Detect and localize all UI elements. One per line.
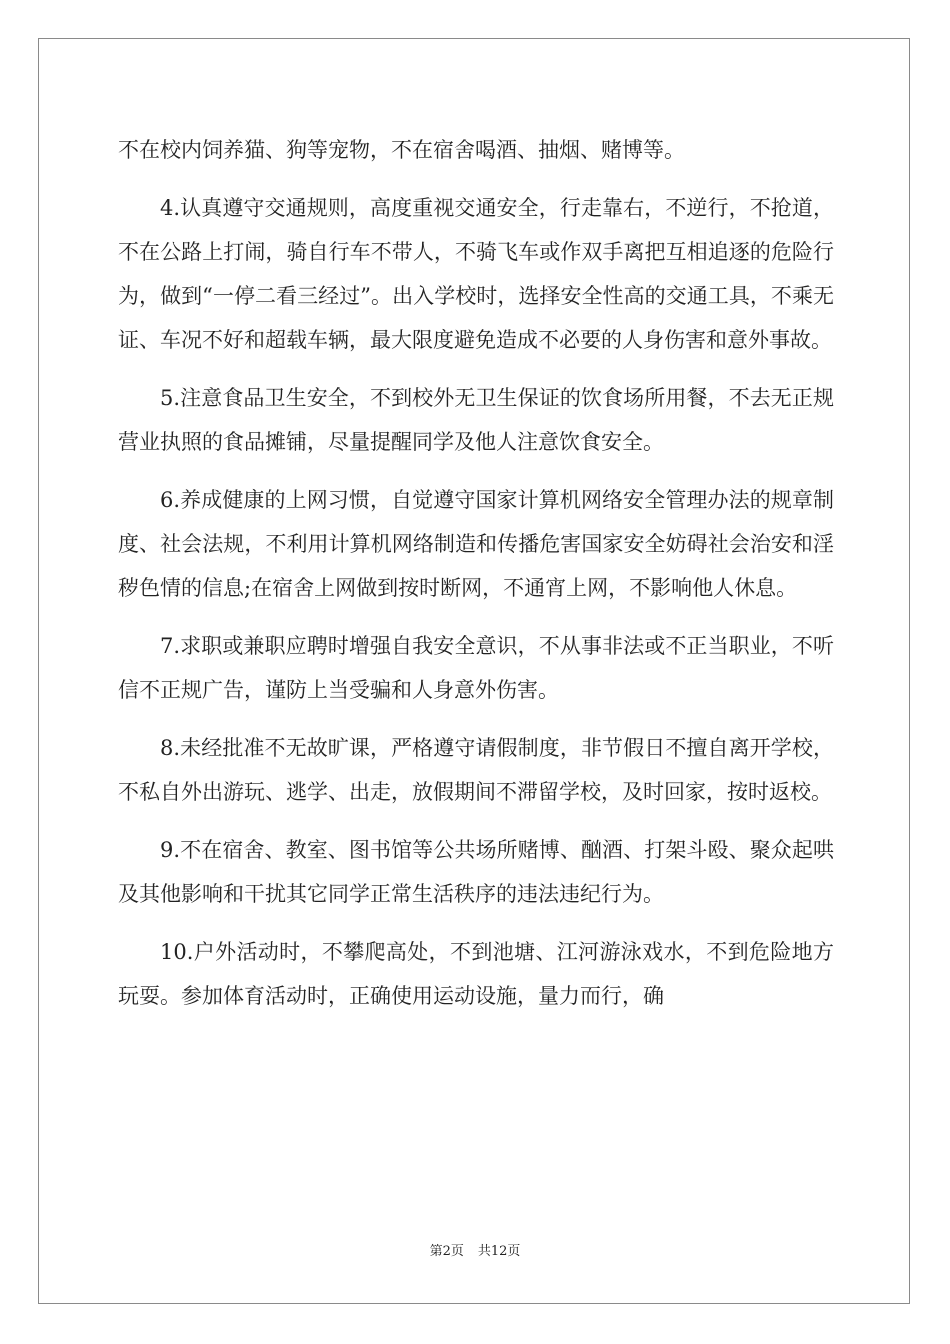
document-body: [118, 128, 834, 1032]
paragraph-item-6: 6.养成健康的上网习惯，自觉遵守国家计算机网络安全管理办法的规章制度、社会法规，不利用计算机网络制造和传播危害国家安全妨碍社会治安和淫秽色情的信息;在宿舍上网做到按时断网，不通宵上网，不影响他人休息。: [118, 488, 834, 600]
paragraph-item-8: 8.未经批准不无故旷课，严格遵守请假制度，非节假日不擅自离开学校，不私自外出游玩、逃学、出走，放假期间不滞留学校，及时回家，按时返校。: [118, 736, 834, 804]
paragraph-item-9: 9.不在宿舍、教室、图书馆等公共场所赌博、酗酒、打架斗殴、聚众起哄及其他影响和干扰其它同学正常生活秩序的违法违纪行为。: [118, 838, 834, 906]
paragraph-item-5: 5.注意食品卫生安全，不到校外无卫生保证的饮食场所用餐，不去无正规营业执照的食品摊铺，尽量提醒同学及他人注意饮食安全。: [118, 386, 834, 454]
paragraph-continuation: 不在校内饲养猫、狗等宠物，不在宿舍喝酒、抽烟、赌博等。: [118, 138, 685, 162]
page-footer: [0, 1240, 950, 1259]
paragraph-item-10: 10.户外活动时，不攀爬高处，不到池塘、江河游泳戏水，不到危险地方玩耍。参加体育活动时，正确使用运动设施，量力而行，确: [118, 940, 834, 1008]
paragraph-item-4: 4.认真遵守交通规则，高度重视交通安全，行走靠右，不逆行，不抢道，不在公路上打闹，骑自行车不带人，不骑飞车或作双手离把互相追逐的危险行为，做到“一停二看三经过”。出入学校时，选择安全性高的交通工具，不乘无证、车况不好和超载车辆，最大限度避免造成不必要的人身伤害和意外事故。: [118, 196, 834, 352]
page-number: 第2页: [429, 1244, 464, 1259]
paragraph-item-7: 7.求职或兼职应聘时增强自我安全意识，不从事非法或不正当职业，不听信不正规广告，谨防上当受骗和人身意外伤害。: [118, 634, 834, 702]
page-total: 共12页: [477, 1244, 521, 1259]
